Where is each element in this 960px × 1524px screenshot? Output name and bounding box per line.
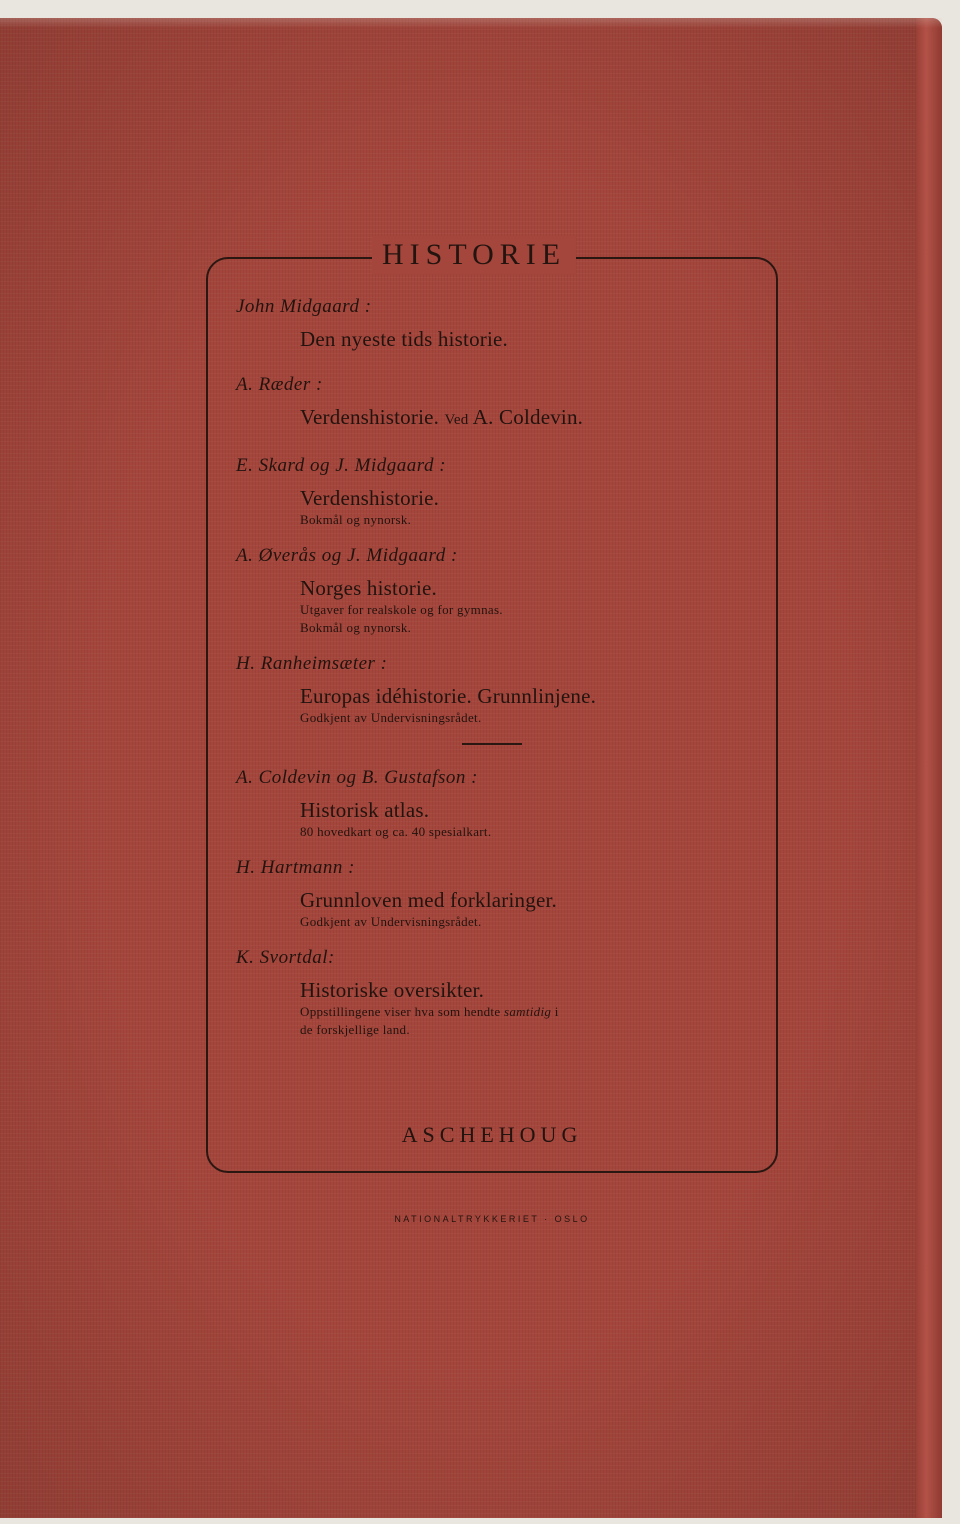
- book-note: Bokmål og nynorsk.: [300, 620, 412, 635]
- book-note: [300, 1003, 750, 1021]
- book-note: 80 hovedkart og ca. 40 spesialkart.: [300, 824, 492, 839]
- author: H. Ranheimsæter :: [236, 653, 388, 674]
- list-item: [236, 767, 756, 841]
- list-item: [236, 947, 756, 1039]
- author: A. Coldevin og B. Gustafson :: [236, 767, 478, 788]
- list-item: [236, 455, 756, 529]
- book-note: Bokmål og nynorsk.: [300, 512, 412, 527]
- spine-edge: [916, 18, 942, 1518]
- author: E. Skard og J. Midgaard :: [236, 455, 447, 476]
- book-title: Grunnloven med forklaringer.: [300, 888, 557, 912]
- cover-wear: [0, 18, 942, 28]
- book-note: Godkjent av Undervisningsrådet.: [300, 710, 482, 725]
- publisher-name: ASCHEHOUG: [401, 1122, 583, 1147]
- note-emphasis: samtidig: [503, 1004, 552, 1019]
- author: A. Øverås og J. Midgaard :: [236, 545, 458, 566]
- book-title-small: Ved: [444, 412, 469, 428]
- author: A. Ræder :: [236, 374, 323, 395]
- author: K. Svortdal:: [236, 947, 335, 968]
- note-text-after: i: [554, 1004, 559, 1019]
- list-item: [236, 653, 756, 727]
- book-title: [300, 404, 756, 433]
- book-title: Europas idéhistorie. Grunnlinjene.: [300, 684, 597, 708]
- note-text: Oppstillingene viser hva som hendte: [300, 1004, 501, 1019]
- section-divider: [462, 743, 522, 745]
- book-note: Utgaver for realskole og for gymnas.: [300, 602, 503, 617]
- list-item: [236, 545, 756, 637]
- list-item: [236, 296, 756, 352]
- book-title: Historisk atlas.: [300, 798, 430, 822]
- book-title-main: Verdenshistorie.: [300, 405, 440, 429]
- book-title: Historiske oversikter.: [300, 978, 485, 1002]
- list-item: [236, 374, 756, 433]
- list-item: [236, 857, 756, 931]
- book-title: Den nyeste tids historie.: [300, 327, 508, 351]
- book-title-after: A. Coldevin.: [472, 405, 584, 429]
- book-title: Verdenshistorie.: [300, 486, 440, 510]
- book-note: Godkjent av Undervisningsrådet.: [300, 914, 482, 929]
- printer-imprint: NATIONALTRYKKERIET · OSLO: [394, 1214, 590, 1224]
- book-note-continued: de forskjellige land.: [300, 1022, 410, 1037]
- author: H. Hartmann :: [236, 857, 355, 878]
- book-list: [236, 296, 756, 1061]
- book-title: Norges historie.: [300, 576, 437, 600]
- author: John Midgaard :: [236, 296, 372, 317]
- heading: HISTORIE: [372, 236, 576, 274]
